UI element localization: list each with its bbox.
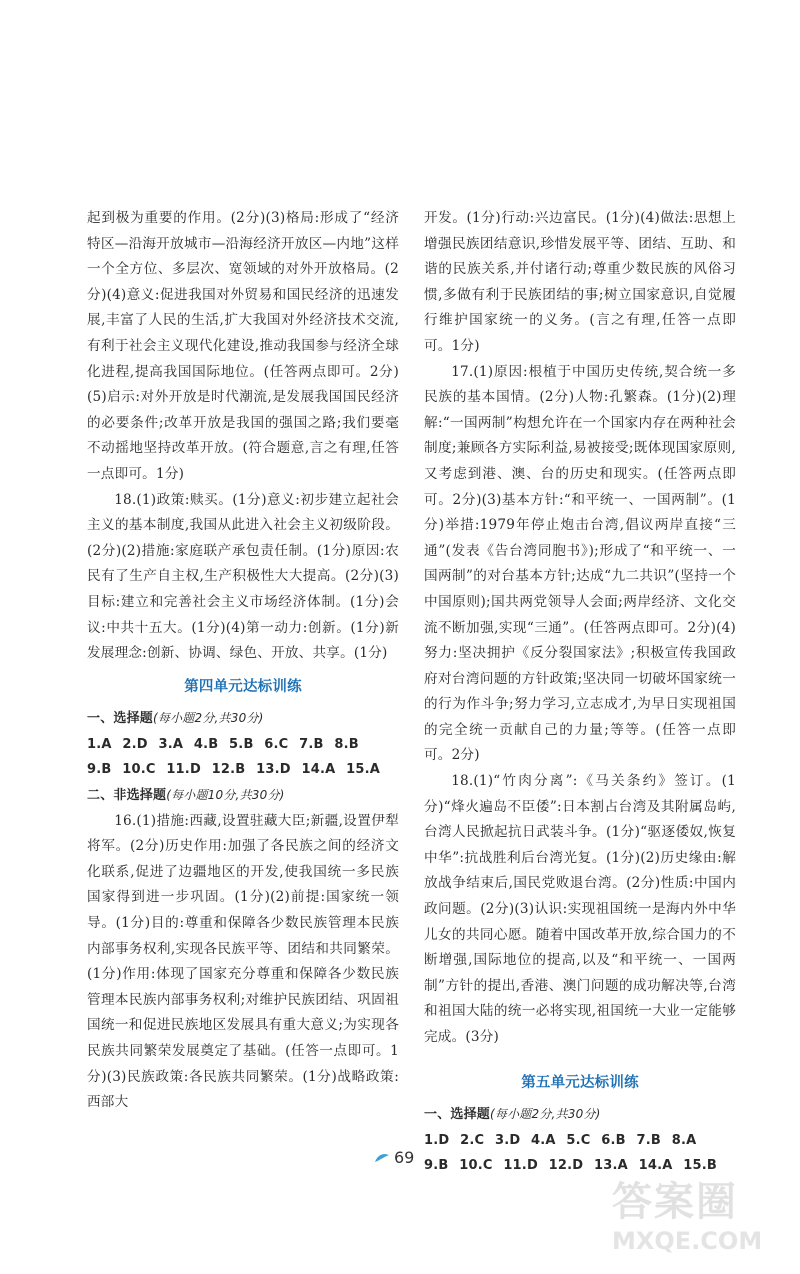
subsection-heading — [424, 1102, 736, 1128]
subsection-heading — [87, 783, 399, 809]
site-watermark — [612, 1170, 782, 1266]
left-column — [87, 206, 399, 1116]
answer-paragraph: 16.(1)措施:西藏,设置驻藏大臣;新疆,设置伊犁将军。(2分)历史作用:加强了各民族之间的经济文化联系,促进了边疆地区的开发,使我国统一多民族国家得到进一步巩固。(1分)(2)前提:国家统一领导。(1分)目的:尊重和保障各少数民族管理本民族内部事务权利,实现各民族平等、团结和共同繁荣。(1分)作用:体现了国家充分尊重和保障各少数民族管理本民族内部事务权利;对维护民族团结、巩固祖国统一和促进民族地区发展具有重大意义;为实现各民族共同繁荣发展奠定了基础。(任答一点即可。1分)(3)民族政策:各民族共同繁荣。(1分)战略政策:西部大 — [87, 812, 399, 1111]
answer-paragraph: 18.(1)“竹肉分离”:《马关条约》签订。(1分)“烽火遍岛不臣倭”:日本割占台湾及其附属岛屿,台湾人民掀起抗日武装斗争。(1分)“驱逐倭奴,恢复中华”:抗战胜利后台湾光复。(1分)(2)历史缘由:解放战争结束后,国民党败退台湾。(2分)性质:中国内政问题。(2分)(3)认识:实现祖国统一是海内外中华儿女的共同心愿。随着中国改革开放,综合国力的不断增强,国际地位的提高,以及“和平统一、一国两制”方针的提出,香港、澳门问题的成功解决等,台湾和祖国大陆的统一必将实现,祖国统一大业一定能够完成。(3分) — [424, 773, 736, 1045]
subsection-label: 二、非选择题 — [87, 788, 167, 804]
subsection-note: (每小题2分,共30分) — [153, 711, 264, 726]
watermark-url: MXQE.COM — [612, 1227, 763, 1255]
right-column — [424, 206, 736, 1179]
watermark-logo: 答案圈 — [612, 1179, 738, 1225]
answer-paragraph: 18.(1)政策:赎买。(1分)意义:初步建立起社会主义的基本制度,我国从此进入社会主义初级阶段。(2分)(2)措施:家庭联产承包责任制。(1分)原因:农民有了生产自主权,生产积极性大大提高。(2分)(3)目标:建立和完善社会主义市场经济体制。(1分)会议:中共十五大。(1分)(4)第一动力:创新。(1分)新发展理念:创新、协调、绿色、开放、共享。(1分) — [87, 491, 399, 662]
section-title: 第五单元达标训练 — [521, 1074, 639, 1091]
choice-answers: 1.D 2.C 3.D 4.A 5.C 6.B 7.B 8.A — [424, 1132, 697, 1148]
subsection-note: (每小题10分,共30分) — [166, 788, 285, 803]
section-title: 第四单元达标训练 — [184, 678, 302, 695]
subsection-label: 一、选择题 — [87, 711, 154, 727]
subsection-heading — [87, 706, 399, 732]
choice-answers: 9.B 10.C 11.D 12.B 13.D 14.A 15.A — [87, 762, 380, 778]
page-number-text: 69 — [394, 1148, 415, 1167]
answer-paragraph: 起到极为重要的作用。(2分)(3)格局:形成了“经济特区—沿海开放城市—沿海经济开放区—内地”这样一个全方位、多层次、宽领域的对外开放格局。(2分)(4)意义:促进我国对外贸易和国民经济的迅速发展,丰富了人民的生活,扩大我国对外经济技术交流,有利于社会主义现代化建设,推动我国参与经济全球化进程,提高我国国际地位。(任答两点即可。2分)(5)启示:对外开放是时代潮流,是发展我国国民经济的必要条件;改革开放是我国的强国之路;我们要毫不动摇地坚持改革开放。(符合题意,言之有理,任答一点即可。1分) — [87, 210, 399, 482]
page-number — [374, 1148, 414, 1167]
choice-answers: 9.B 10.C 11.D 12.D 13.A 14.A 15.B — [424, 1158, 717, 1174]
answer-paragraph: 开发。(1分)行动:兴边富民。(1分)(4)做法:思想上增强民族团结意识,珍惜发展平等、团结、互助、和谐的民族关系,并付诸行动;尊重少数民族的风俗习惯,多做有利于民族团结的事;树立国家意识,自觉履行维护国家统一的义务。(言之有理,任答一点即可。1分) — [424, 210, 736, 354]
subsection-note: (每小题2分,共30分) — [490, 1107, 601, 1122]
subsection-label: 一、选择题 — [424, 1107, 491, 1123]
leaf-ornament-icon — [374, 1152, 390, 1164]
answer-paragraph: 17.(1)原因:根植于中国历史传统,契合统一多民族的基本国情。(2分)人物:孔繁森。(1分)(2)理解:“一国两制”构想允许在一个国家内存在两种社会制度;兼顾各方实际利益,易被接受;既体现国家原则,又考虑到港、澳、台的历史和现实。(任答两点即可。2分)(3)基本方针:“和平统一、一国两制”。(1分)举措:1979年停止炮击台湾,倡议两岸直接“三通”(发表《告台湾同胞书》);形成了“和平统一、一国两制”的对台基本方针;达成“九二共识”(坚持一个中国原则);国共两党领导人会面;两岸经济、文化交流不断加强,实现“三通”。(任答两点即可。2分)(4)努力:坚决拥护《反分裂国家法》;积极宣传我国政府对台湾问题的方针政策;坚决同一切破坏国家统一的行为作斗争;努力学习,立志成才,为早日实现祖国的完全统一贡献自己的力量;等等。(任答一点即可。2分) — [424, 363, 736, 764]
choice-answers: 1.A 2.D 3.A 4.B 5.B 6.C 7.B 8.B — [87, 736, 359, 752]
